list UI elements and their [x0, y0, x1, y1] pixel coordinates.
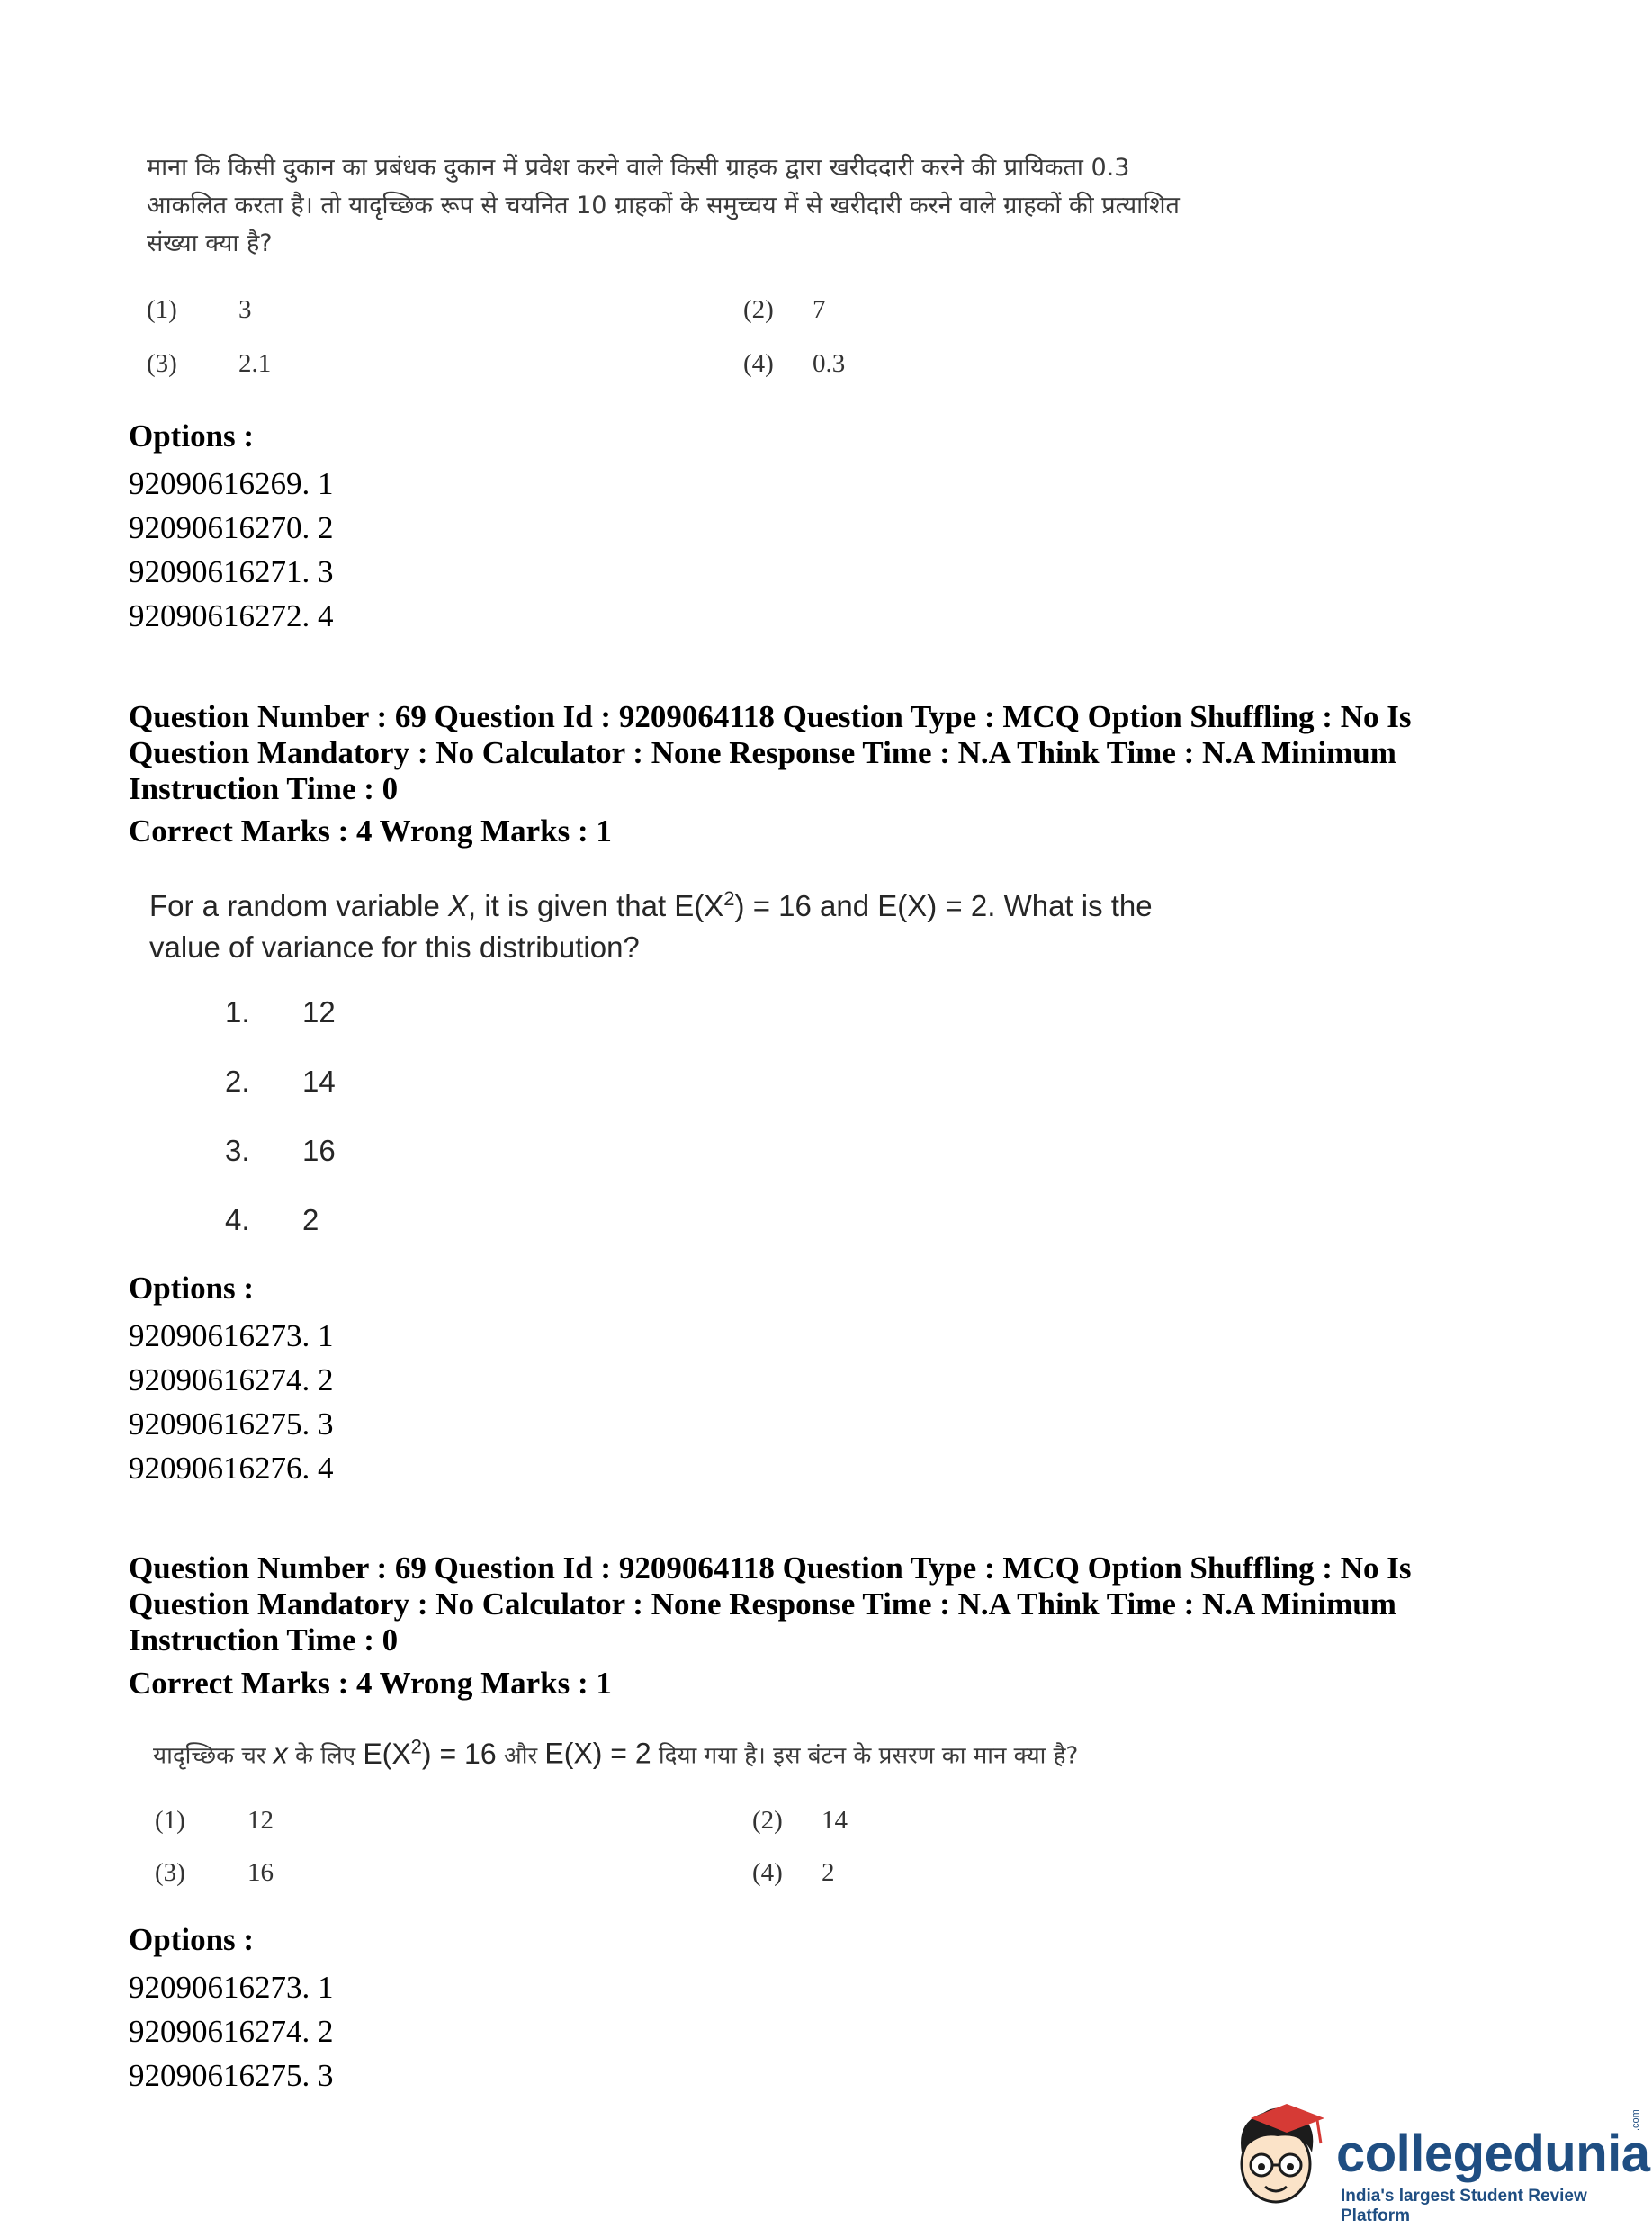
choice-2: (2) [752, 1806, 783, 1835]
choice-1: (1) [155, 1806, 185, 1835]
choice-4-value: 0.3 [813, 349, 846, 378]
option-line: 92090616271. 3 [129, 554, 334, 589]
expectation-x: E(X) = 2 [877, 889, 988, 922]
meta-line: Instruction Time : 0 [129, 771, 399, 806]
marks-line: Correct Marks : 4 Wrong Marks : 1 [129, 1666, 612, 1701]
option-line: 92090616275. 3 [129, 1406, 334, 1442]
choice-4-value: 2 [822, 1858, 835, 1887]
hindi-question-1 [147, 149, 1180, 263]
options-list [129, 1314, 334, 1490]
choice-4: (4) [752, 1858, 783, 1887]
meta-line: Question Mandatory : No Calculator : None Response Time : N.A Think Time : N.A Minimum [129, 1586, 1396, 1622]
choice-3: (3) [155, 1858, 185, 1887]
options-list [129, 1965, 334, 2098]
logo-tagline: India's largest Student Review Platform [1341, 2187, 1587, 2225]
mascot-icon [1224, 2097, 1332, 2214]
option-line: 92090616270. 2 [129, 510, 334, 545]
option-line: 92090616273. 1 [129, 1970, 334, 2005]
choice-2: (2) [743, 295, 774, 324]
choice-3: 3. [225, 1134, 250, 1167]
question-meta [129, 1550, 1496, 1658]
option-line: 92090616275. 3 [129, 2058, 334, 2093]
choice-2-value: 14 [302, 1065, 336, 1098]
meta-line: Question Number : 69 Question Id : 9209064118 Question Type : MCQ Option Shuffling : No Is [129, 1550, 1412, 1586]
meta-line: Question Mandatory : No Calculator : None Response Time : N.A Think Time : N.A Minimum [129, 735, 1396, 770]
expectation-x2: $E(X^2) = 16$ [363, 1735, 497, 1770]
option-line: 92090616273. 1 [129, 1318, 334, 1353]
choice-2-value: 7 [813, 295, 826, 324]
choice-4-value: 2 [302, 1203, 319, 1236]
choice-1-value: 12 [247, 1806, 274, 1835]
question-line: For a random variable X, it is given that $E(X^2) = 16$ and E(X) = 2. What is the [149, 887, 1153, 922]
option-line: 92090616274. 2 [129, 2014, 334, 2049]
question-meta [129, 699, 1496, 807]
question-line: आकलित करता है। तो यादृच्छिक रूप से चयनित 10 ग्राहकों के समुच्चय में से खरीदारी करने वाले ग्राहकों की प्रत्याशित [147, 192, 1180, 220]
marks-line: Correct Marks : 4 Wrong Marks : 1 [129, 813, 612, 849]
meta-line: Instruction Time : 0 [129, 1622, 399, 1658]
question-text [149, 878, 1153, 968]
option-line: 92090616274. 2 [129, 1362, 334, 1397]
choice-2: 2. [225, 1065, 250, 1098]
options-title: Options : [129, 1922, 255, 1957]
expectation-x2: $E(X^2) = 16$ [674, 887, 812, 922]
choice-4: 4. [225, 1203, 250, 1236]
choice-1: (1) [147, 295, 177, 324]
option-line: 92090616269. 1 [129, 466, 334, 501]
choice-1-value: 12 [302, 995, 336, 1029]
hindi-question-2: यादृच्छिक चर x के लिए $E(X^2) = 16$ और E(X) = 2 दिया गया है। इस बंटन के प्रसरण का मान क्या है? [153, 1735, 1079, 1770]
options-list [129, 462, 334, 638]
logo-wordmark: collegedunia [1336, 2125, 1650, 2183]
question-line: संख्या क्या है? [147, 229, 273, 257]
option-line: 92090616272. 4 [129, 598, 334, 633]
choice-3-value: 16 [247, 1858, 274, 1887]
choice-2-value: 14 [822, 1806, 848, 1835]
choice-1-value: 3 [238, 295, 252, 324]
choice-4: (4) [743, 349, 774, 378]
question-line: माना कि किसी दुकान का प्रबंधक दुकान में प्रवेश करने वाले किसी ग्राहक द्वारा खरीददारी करने की प्रायिकता 0.3 [147, 154, 1130, 182]
options-title: Options : [129, 418, 255, 454]
option-line: 92090616276. 4 [129, 1451, 334, 1486]
question-line: value of variance for this distribution? [149, 930, 640, 964]
meta-line: Question Number : 69 Question Id : 9209064118 Question Type : MCQ Option Shuffling : No Is [129, 699, 1412, 734]
choice-3-value: 2.1 [238, 349, 272, 378]
logo-com: .com [1630, 2109, 1641, 2131]
choice-3-value: 16 [302, 1134, 336, 1167]
choice-1: 1. [225, 995, 250, 1029]
options-title: Options : [129, 1271, 255, 1306]
expectation-x: E(X) = 2 [544, 1737, 651, 1770]
choice-3: (3) [147, 349, 177, 378]
